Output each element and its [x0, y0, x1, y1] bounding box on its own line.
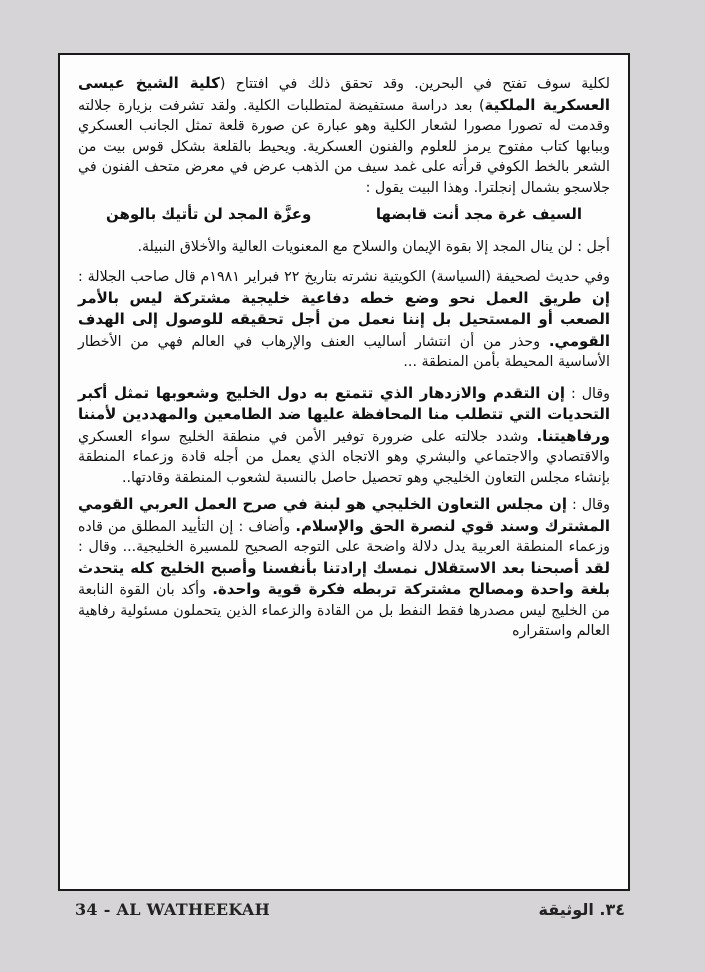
- paragraph-3: [78, 267, 610, 373]
- verse-first-half: السيف غرة مجد أنت قابضها: [375, 205, 582, 223]
- text-span: وأضاف : إن التأييد المطلق من قاده وزعماء المنطقة العربية يدل دلالة واضحة على التوجه الصحيح للمسيرة الخليجية... وقال :: [78, 518, 610, 555]
- text-span: وفي حديث لصحيفة (السياسة) الكويتية نشرته بتاريخ ٢٢ فبراير ١٩٨١م قال صاحب الجلالة :: [78, 269, 610, 285]
- paragraph-1: [78, 73, 610, 198]
- text-span: وقال :: [567, 497, 610, 513]
- college-name: كلية الشيخ عيسى العسكرية الملكية: [78, 74, 610, 114]
- paragraph-2: أجل : لن ينال المجد إلا بقوة الإيمان والسلاح مع المعنويات العالية والأخلاق النبيلة.: [137, 238, 610, 255]
- page-footer: [75, 900, 625, 924]
- text-span: وأكد بان القوة النابعة من الخليج ليس مصدرها فقط النفط بل من القادة والزعماء الذين يتحملون مسئولية رفاهية العالم واستقراره: [78, 582, 610, 639]
- footer-page-label-latin: 34 - AL WATHEEKAH: [75, 900, 271, 919]
- text-span: ) بعد دراسة مستفيضة لمتطلبات الكلية. ولقد تشرفت بزيارة جلالته وقدمت له تصورا مصورا لشعار الكلية وهو عبارة عن صورة قلعة تمثل الجانب العسكري وببابها كتاب مفتوح يرمز للعلوم والفنون العسكرية. ويحيط بالقلعة بشكل قوس بيت من الشعر بالخط الكوفي قرأته على غمد سيف من الذهب عرض في معرض متحف الفنون في جلاسجو بشمال إنجلترا. وهذا البيت يقول :: [78, 97, 610, 196]
- footer-page-label-arabic: ٣٤. الوثيقة: [538, 900, 625, 919]
- poem-verse: [106, 204, 582, 225]
- quote: إن التقدم والازدهار الذي تتمتع به دول الخليج وشعوبها تمثل أكبر التحديات التي تتطلب منا المحافظة عليها ضد الطامعين والمهددين لأمننا ورفاهيتنا.: [78, 383, 610, 445]
- text-span: وقال :: [565, 385, 610, 402]
- text-span: وحذر من أن انتشار أساليب العنف والإرهاب في العالم فهي من الأخطار الأساسية المحيطة بأمن المنطقة ...: [78, 333, 610, 370]
- verse-second-half: وعزَّة المجد لن تأتيك بالوهن: [106, 205, 312, 223]
- article-body: [78, 73, 610, 642]
- paragraph-5: [78, 494, 610, 642]
- text-span: وشدد جلالته على ضرورة توفير الأمن في منطقة الخليج سواء العسكري والاقتصادي والاجتماعي والبشري وهو الاتجاه الذي يعمل من أجله قادة وزعماء المنطقة بإنشاء مجلس التعاون الخليجي وهو تحصيل حاصل بالنسبة لشعوب المنطقة وقادتها..: [78, 428, 610, 486]
- paragraph-4: [78, 383, 610, 489]
- page-frame: [58, 53, 630, 891]
- quote: لقد أصبحنا بعد الاستقلال نمسك إرادتنا بأنفسنا وأصبح الخليج كله يتحدث بلغة واحدة ومصالح مشتركة تربطه فكرة قوية واحدة.: [78, 558, 610, 598]
- quote: إن طريق العمل نحو وضع خطه دفاعية خليجية مشتركة ليس بالأمر الصعب أو المستحيل بل إننا نعمل من أجل تحقيقه للوصول إلى الهدف القومي.: [78, 288, 610, 350]
- quote: إن مجلس التعاون الخليجي هو لبنة في صرح العمل العربي القومي المشترك وسند قوي لنصرة الحق والإسلام.: [78, 495, 610, 535]
- text-span: لكلية سوف تفتح في البحرين. وقد تحقق ذلك في افتتاح (: [219, 76, 610, 92]
